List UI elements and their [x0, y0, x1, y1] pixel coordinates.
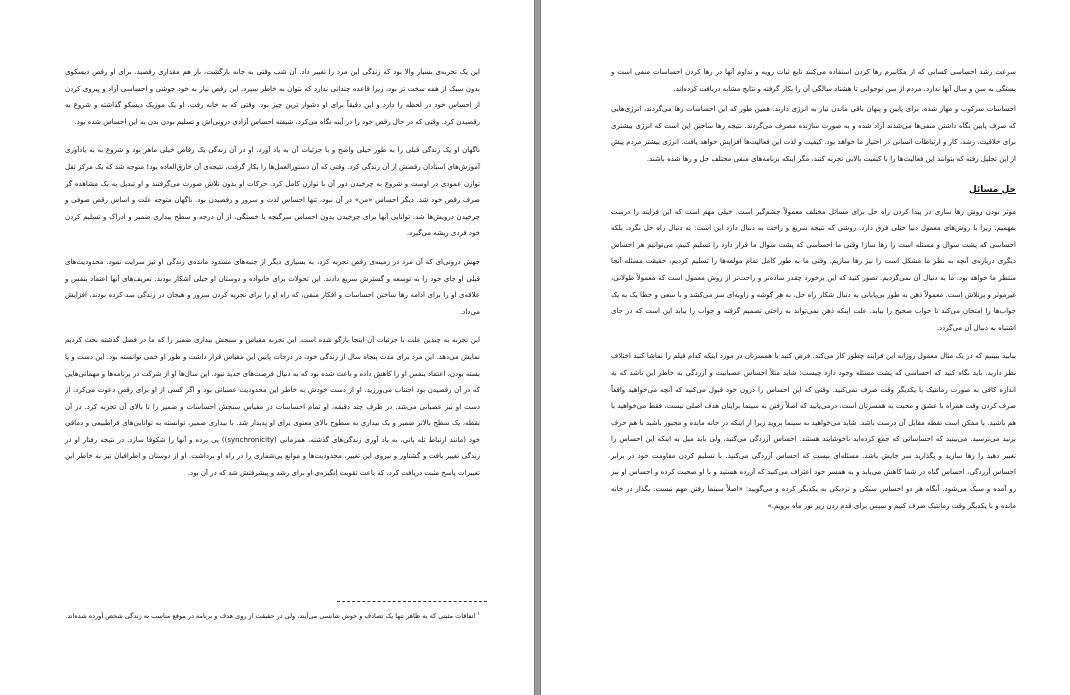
footnote-separator: [337, 601, 487, 603]
right-paragraph-3: موثر بودن روش رها سازی در پیدا کردن راه حل برای مسائل مختلف معمولاً چشم‌گیر است. خیلی مهم است که این فرایند را درست بفهمیم، زیرا با روش‌های معمول دنیا خیلی فرق دارد. روشی که نتیجه سریع و راحت به دنبال دارد این است: به دنبال راه حل نگرد، بلکه احساسی که پشت سوال و مسئله است را رها ساز! وقتی ما احساسی که پشت سوال ما قرار دارد را تسلیم کنیم، می‌توانیم هر احساس دیگری درباره‌ی آنچه به نظر ما مشکل است را نیز رها سازیم. وقتی ما به طور کامل تمام مولفه‌ها را تسلیم کردیم، حقیقت مسئله آنجا منتظر ما خواهد بود. ما به دنبال آن نمی‌گردیم. تصور کنید که این برخورد چقدر ساده‌تر و راحت‌تر از روش معمول است که معمولاً طولانی، غیرموثر و پرتلاش است. معمولاً ذهن به طور بی‌پایانی به دنبال شکار راه حل، به هر گوشه و زاویه‌ای سر می‌کشد و با سعی و خطا یک به یک جواب‌ها را امتحان می‌کند تا جواب صحیح را بیابد. علت اینکه ذهن نمی‌تواند به راحتی تصمیم گرفته و جواب را بیابد این است که در جای اشتباه به دنبال آن می‌گردد.: [611, 207, 1016, 332]
right-page: [540, 0, 1070, 695]
right-paragraph-4: بیایید ببینیم که در یک مثال معمول روزانه این فرایند چطور کار می‌کند. فرض کنید با همسرتان در مورد اینکه کدام فیلم را تماشا کنید اختلاف نظر دارید. باید نگاه کنید که احساسی که پشت مسئله وجود دارد چیست: شاید مثلاً احساس عصبانیت و آزردگی به خاطر این باشد که به اندازه کافی به صورت رمانتیک با یکدیگر وقت صرف نمی‌کنید. وقتی که این احساس را درون خود قبول می‌کنید که آنچه می‌خواهید واقعاً صرف کردن وقت همراه با عشق و محبت به همسرتان است، درمی‌یابید که اصلاً رفتن به سینما برایتان هدف اصلی نیست، فقط می‌خواهید با هم باشید. یا ممکن است نقطه مقابل آن درست باشد. شاید می‌خواهید به سینما بروید زیرا از اینکه در خانه مانده و مجبور باشید با هم حرف بزنید می‌ترسید. می‌بینید که احساساتی که جمع کرده‌اید ناخوشایند هستند. احساس آزردگی می‌کنید، ولی باید میل به اینکه این احساس را تغییر دهید را رها سازید و بگذارید سر جایش باشد. مسئله‌ای نیست که احساس آزردگی می‌کنید. با تسلیم کردن مقاومت خود در برابر احساس آزردگی، احساس گناه در شما کاهش می‌یابد و به همسر خود اعتراف می‌کنید که آزرده هستید و با او صحبت کرده و احساس او نیز رو آمده و سبک می‌شود. آنگاه هر دو احساس سبکی و نزدیکی به یکدیگر کرده و می‌گویید: «اصلاً سینما رفتن مهم نیست. بگذار در خانه مانده و با یکدیگر وقت رمانتیک صرف کنیم و سپس برای قدم زدن زیر نور ماه برویم.»: [611, 352, 1016, 510]
footnote-marker: ۱: [477, 611, 480, 617]
left-page-text-column: [65, 64, 480, 494]
footnote-text: اتفاقات مثبتی که به ظاهر تنها یک تصادف و خوش شانسی می‌آیند، ولی در حقیقت از روی هدف و برنامه در موقع مناسب به زندگی شخص آورده شده‌اند.: [65, 612, 476, 621]
left-paragraph-4: این تجربه به چندین علت با جزئیات آن اینجا بازگو شده است. این تجربه مقیاس و سنجش بیداری ضمیر را که ما در فصل گذشته بحث کردیم نمایش می‌دهد. این مرد برای مدت پنجاه سال از زندگی خود، در درجات پایین این مقیاس قرار داشت و طور او خمی توانسته بود. این دست و پا بسته بودن، اعتماد بنفس او را کاهش داده و باعث شده بود که به دنبال فرصت‌های جدید نبود. این سال‌ها او از شرکت در برنامه‌ها و مهمانی‌هایی که در آن رقصیدن بود اجتناب می‌ورزید. او از دست خودش به خاطر این محدودیت عصبانی بود و اگر کسی از او برای رقص دعوت می‌کرد، از دست او نیز عصبانی می‌شد. در ظرف چند دقیقه، او تمام احساسات در مقیاس سنجش احساسات و ضمیر را تا بالای آن تجربه کرد. در آن نقطه، یک سطح بالاتر ضمیر و یک بیداری به سطوح بالای معنوی برای او پدیدار شد. با بیداری ضمیر، توانسته به توانایی‌های فراطبیعی و دماقی خود (مانند ارتباط تله پاتی، به یاد آوری زندگی‌های گذشته، همزمانی (synchronicity)) پی برده و آنها را شکوفا سازد. در نتیجه رفتار او در زندگی تغییر یافت و گشتاور و نیروی این تغییر، محدودیت‌ها و موانع بی‌شماری را در راه او برداشت. او از دوستان و اطرافیان نیز به خاطر این تغییرات پاسخ مثبت دریافت کرد، که باعث تقویت انگیزه‌ی او برای رشد و پیشرفتش شد که در آن بود.: [65, 336, 480, 478]
footnote: [65, 609, 480, 621]
left-paragraph-3: جهش درونی‌ای که آن مرد در زمینه‌ی رقص تجربه کرد، به بسیاری دیگر از جنبه‌های مسدود مانده‌ی زندگی او نیز سرایت نمود. محدودیت‌های قبلی او جای خود را به توسعه و گسترش سریع دادند. این تحولات برای خانواده و دوستان او خیلی آشکار بودند. تعریف‌های آنها اعتماد بنفس و علاقه‌ی او را برای ادامه رها ساختن احساسات و افکار منفی، که راه او را برای تجربه کردن سرور و هیجان در زندگی سد کرده بودند، افزایش می‌داد.: [65, 257, 480, 316]
right-page-text-column: [611, 64, 1016, 526]
section-heading: حل مسائل: [968, 184, 1016, 195]
left-paragraph-1: این یک تجربه‌ی بسیار والا بود که زندگی این مرد را تغییر داد. آن شب وقتی به خانه بازگشت، باز هم مقداری رقصید. برای او رقص دیسکوی بدون سبک از همه سخت تر بود، زیرا قاعده چندانی ندارد که بتوان به خاطر سپرد. این رقص نیاز به خود جوشی و احساسی آزاد و پیروی کردن از احساس خود در لحظه را دارد و این دقیقاً برای او دشوار ترین چیز بود. وقتی که به خانه رفت، او یک موزیک دیسکو گذاشته و شروع به رقصیدن کرد. وقتی که در حال رقص خود را در آینه نگاه می‌کرد، شیفته احساس آزادی درونی‌اش و تسلیم بودن بدن به این احساس شده بود.: [65, 68, 480, 126]
right-paragraph-2: احساسات سرکوب و مهار شده، برای پایین و پنهان باقی ماندن نیاز به انرژی دارند. همین طور که این احساسات رها می‌گردند، انرژی‌هایی که صرف پایین نگاه داشتن منفی‌ها می‌شدند آزاد شده و به صورت سازنده مصرف می‌گردند. نتیجه رها ساختن این است که انرژی بیشتری برای خلاقیت، رشد، کار و ارتباطات انسانی در اختیار ما خواهد بود. کیفیت و لذت این فعالیت‌ها افزایش خواهد یافت. انرژی بیشتر مردم پیش از این تحلیل رفته که بتوانند این فعالیت‌ها را با کیفیت بالایی تجربه کنند، مگر اینکه برنامه‌های منفی مختلف حل و رها شده باشند.: [611, 105, 1016, 163]
right-paragraph-1: سرعت رشد احساسی کسانی که از مکانیزم رها کردن استفاده می‌کنند تابع ثبات رویه و تداوم آنها در رها کردن احساسات منفی است و بستگی به سن و سال آنها ندارد. مردم از سن نوجوانی تا هشتاد سالگی آن را بکار گرفته و نتایج مشابه دریافت کرده‌اند.: [611, 68, 1016, 93]
left-paragraph-2: ناگهان او یک زندگی قبلی را به طور خیلی واضح و با جزئیات آن به یاد آورد. او در آن زندگی یک رقاص خیلی ماهر بود و شروع به به یادآوری آموزش‌های استادان رقصش از آن زندگی کرد. وقتی که آن دستورالعمل‌ها را بکار گرفت، نتیجه‌ی آن خارق‌العاده بود! متوجه شد که یک مرکز ثقل توازن عمودی در اوست و شروع به چرخیدن دور آن با توازن کامل کرد. حرکات او بدون تلاش صورت می‌گرفتند و او تبدیل به یک مشاهده گر صرف رقص خود شد. دیگر احساس «من» در آن نبود، تنها احساس لذت و سرور و رقصیدن بود. ناگهان متوجه علت و اساس رقص صوفی و چرخیدن درویش‌ها شد. توانایی آنها برای چرخیدن بدون احساس سرگیجه یا خستگی، از آن درجه و سطح بیداری ضمیر و ادراک و تسلیم کردن خود فردی ریشه می‌گیرد.: [65, 146, 480, 238]
